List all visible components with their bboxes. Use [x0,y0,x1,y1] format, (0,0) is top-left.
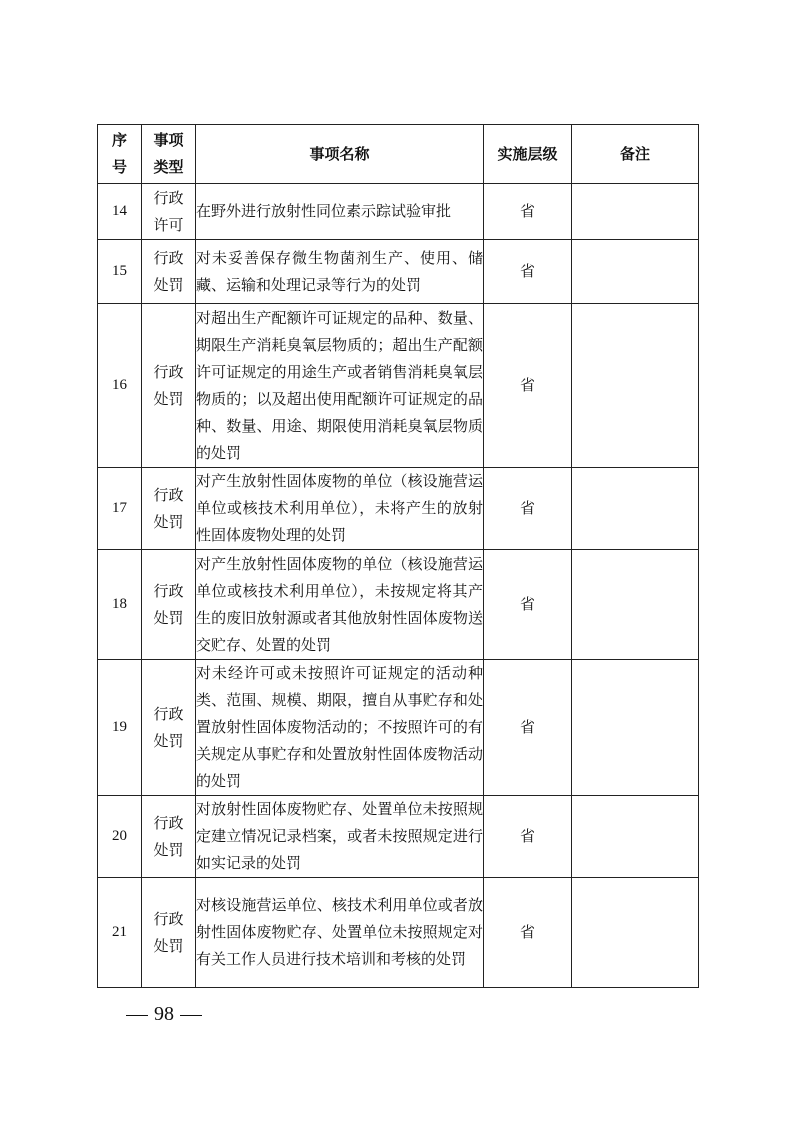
row-remarks [572,796,699,878]
row-type-line-2: 许可 [153,215,184,234]
table-row [98,468,699,550]
row-number: 19 [98,660,142,796]
row-remarks [572,660,699,796]
table-row [98,184,699,240]
row-number: 21 [98,878,142,988]
row-type-line-1: 行政 [153,813,184,832]
row-remarks [572,468,699,550]
row-number: 15 [98,240,142,304]
row-type-line-2: 处罚 [153,608,184,627]
header-implementation-level: 实施层级 [484,125,572,184]
row-item-name: 对产生放射性固体废物的单位（核设施营运单位或核技术利用单位），未将产生的放射性固体废物处理的处罚 [196,468,484,550]
row-level: 省 [484,304,572,468]
row-type [142,796,196,878]
row-type [142,184,196,240]
row-remarks [572,878,699,988]
header-row [98,125,699,184]
row-level: 省 [484,184,572,240]
row-type-line-2: 处罚 [153,840,184,859]
row-type [142,660,196,796]
header-item-name: 事项名称 [196,125,484,184]
header-serial-line-1: 序 [111,131,127,149]
table-row [98,878,699,988]
row-type-line-2: 处罚 [153,275,184,294]
row-level: 省 [484,550,572,660]
row-type-line-2: 处罚 [153,389,184,408]
table-row [98,660,699,796]
table-row [98,304,699,468]
row-level: 省 [484,240,572,304]
row-type-line-1: 行政 [153,188,184,207]
row-item-name: 在野外进行放射性同位素示踪试验审批 [196,184,484,240]
row-item-name: 对核设施营运单位、核技术利用单位或者放射性固体废物贮存、处置单位未按照规定对有关工作人员进行技术培训和考核的处罚 [196,878,484,988]
row-remarks [572,240,699,304]
row-remarks [572,550,699,660]
row-type-line-1: 行政 [153,362,184,381]
row-type [142,550,196,660]
page-footer [120,1003,208,1026]
row-type-line-1: 行政 [153,704,184,723]
header-serial-number [98,125,142,184]
table-row [98,796,699,878]
row-item-name: 对未妥善保存微生物菌剂生产、使用、储藏、运输和处理记录等行为的处罚 [196,240,484,304]
header-serial-line-2: 号 [111,158,127,176]
footer-dash-right [180,1015,202,1017]
header-type-line-1: 事项 [153,131,184,149]
row-level: 省 [484,878,572,988]
row-type-line-1: 行政 [153,581,184,600]
row-level: 省 [484,660,572,796]
row-level: 省 [484,468,572,550]
row-level: 省 [484,796,572,878]
table-row [98,240,699,304]
row-item-name: 对产生放射性固体废物的单位（核设施营运单位或核技术利用单位），未按规定将其产生的废旧放射源或者其他放射性固体废物送交贮存、处置的处罚 [196,550,484,660]
table-row [98,550,699,660]
row-remarks [572,304,699,468]
row-number: 18 [98,550,142,660]
footer-dash-left [126,1015,148,1017]
row-type [142,240,196,304]
row-type-line-1: 行政 [153,485,184,504]
row-item-name: 对未经许可或未按照许可证规定的活动种类、范围、规模、期限，擅自从事贮存和处置放射性固体废物活动的；不按照许可的有关规定从事贮存和处置放射性固体废物活动的处罚 [196,660,484,796]
row-item-name: 对放射性固体废物贮存、处置单位未按照规定建立情况记录档案，或者未按照规定进行如实记录的处罚 [196,796,484,878]
row-type-line-2: 处罚 [153,731,184,750]
row-type-line-2: 处罚 [153,936,184,955]
row-type [142,468,196,550]
row-number: 16 [98,304,142,468]
row-number: 17 [98,468,142,550]
header-item-type [142,125,196,184]
row-type [142,878,196,988]
items-table [97,124,699,988]
row-number: 20 [98,796,142,878]
row-type-line-1: 行政 [153,248,184,267]
row-type [142,304,196,468]
page-number: 98 [154,1003,174,1025]
row-type-line-2: 处罚 [153,512,184,531]
header-remarks: 备注 [572,125,699,184]
row-remarks [572,184,699,240]
row-number: 14 [98,184,142,240]
row-type-line-1: 行政 [153,909,184,928]
row-item-name: 对超出生产配额许可证规定的品种、数量、期限生产消耗臭氧层物质的；超出生产配额许可证规定的用途生产或者销售消耗臭氧层物质的；以及超出使用配额许可证规定的品种、数量、用途、期限使用消耗臭氧层物质的处罚 [196,304,484,468]
header-type-line-2: 类型 [153,158,184,176]
